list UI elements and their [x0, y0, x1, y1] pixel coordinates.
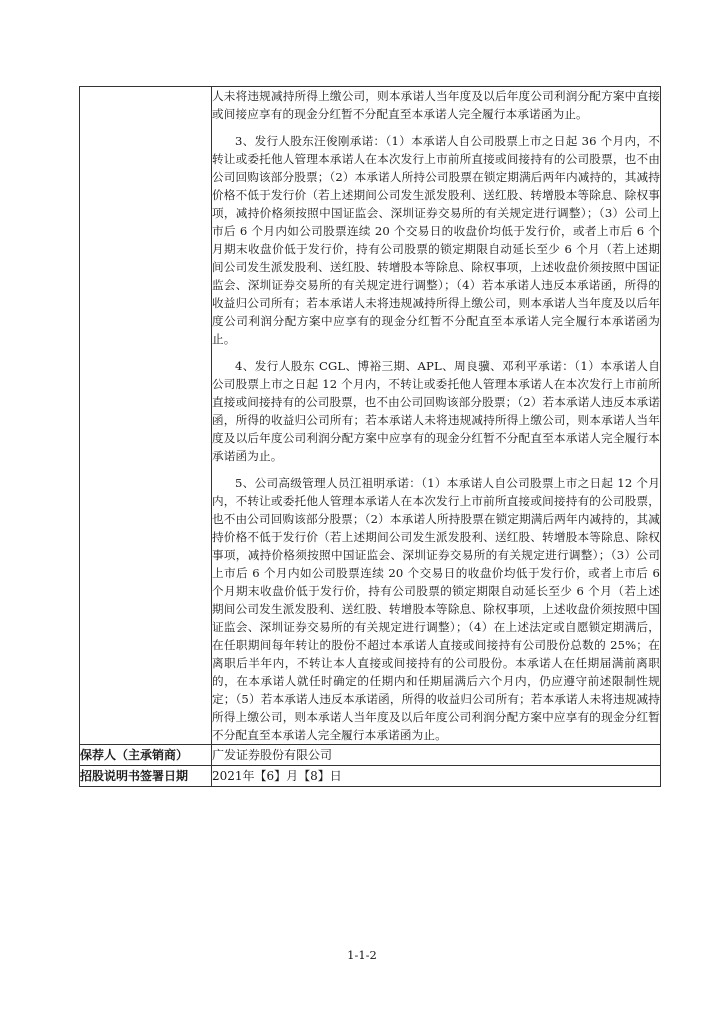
commitment-content-cell	[212, 87, 661, 745]
commitment-paragraph-5: 5、公司高级管理人员江祖明承诺：（1）本承诺人自公司股票上市之日起 12 个月内，不转让或委托他人管理本承诺人在本次发行上市前所直接或间接持有的公司股票，也不由公司回购该部分股票；（2）本承诺人所持股票在锁定期满后两年内减持的，其减持价格不低于发行价（若上述期间公司发生派发股利、送红股、转增股本等除息、除权事项，减持价格须按照中国证监会、深圳证券交易所的有关规定进行调整）；（3）公司上市后 6 个月内如公司股票连续 20 个交易日的收盘价均低于发行价，或者上市后 6 个月期末收盘价低于发行价，持有公司股票的锁定期限自动延长至少 6 个月（若上述期间公司发生派发股利、送红股、转增股本等除息、除权事项，上述收盘价须按照中国证监会、深圳证券交易所的有关规定进行调整）；（4）在上述法定或自愿锁定期满后，在任职期间每年转让的股份不超过本承诺人直接或间接持有公司股份总数的 25%；在离职后半年内，不转让本人直接或间接持有的公司股份。本承诺人在任期届满前离职的，在本承诺人就任时确定的任期内和任期届满后六个月内，仍应遵守前述限制性规定；（5）若本承诺人违反本承诺函，所得的收益归公司所有；若本承诺人未将违规减持所得上缴公司，则本承诺人当年度及以后年度公司利润分配方案中应享有的现金分红暂不分配直至本承诺人完全履行本承诺函为止。	[212, 476, 660, 742]
sponsor-row	[80, 745, 661, 766]
commitment-paragraph-continued: 人未将违规减持所得上缴公司，则本承诺人当年度及以后年度公司利润分配方案中直接或间接应享有的现金分红暂不分配直至本承诺人完全履行本承诺函为止。	[212, 89, 660, 121]
commitment-table	[79, 86, 661, 787]
sponsor-value: 广发证券股份有限公司	[212, 745, 661, 766]
page-number: 1-1-2	[347, 948, 377, 962]
commitment-row	[80, 87, 661, 745]
signing-date-row	[80, 766, 661, 787]
signing-date-label: 招股说明书签署日期	[80, 766, 212, 787]
commitment-label-cell	[80, 87, 212, 745]
sponsor-label: 保荐人（主承销商）	[80, 745, 212, 766]
signing-date-value: 2021年【6】月【8】日	[212, 766, 661, 787]
commitment-paragraph-4: 4、发行人股东 CGL、博裕三期、APL、周良骥、邓利平承诺：（1）本承诺人自公司股票上市之日起 12 个月内，不转让或委托他人管理本承诺人在本次发行上市前所直接或间接持有的公司股票，也不由公司回购该部分股票；（2）若本承诺人违反本承诺函，所得的收益归公司所有；若本承诺人未将违规减持所得上缴公司，则本承诺人当年度及以后年度公司利润分配方案中应享有的现金分红暂不分配直至本承诺人完全履行本承诺函为止。	[212, 359, 660, 463]
commitment-paragraph-3: 3、发行人股东汪俊刚承诺：（1）本承诺人自公司股票上市之日起 36 个月内，不转让或委托他人管理本承诺人在本次发行上市前所直接或间接持有的公司股票，也不由公司回购该部分股票；（2）本承诺人所持公司股票在锁定期满后两年内减持的，其减持价格不低于发行价（若上述期间公司发生派发股利、送红股、转增股本等除息、除权事项，减持价格须按照中国证监会、深圳证券交易所的有关规定进行调整）；（3）公司上市后 6 个月内如公司股票连续 20 个交易日的收盘价均低于发行价，或者上市后 6 个月期末收盘价低于发行价，持有公司股票的锁定期限自动延长至少 6 个月（若上述期间公司发生派发股利、送红股、转增股本等除息、除权事项，上述收盘价须按照中国证监会、深圳证券交易所的有关规定进行调整）；（4）若本承诺人违反本承诺函，所得的收益归公司所有；若本承诺人未将违规减持所得上缴公司，则本承诺人当年度及以后年度公司利润分配方案中应享有的现金分红暂不分配直至本承诺人完全履行本承诺函为止。	[212, 134, 660, 346]
